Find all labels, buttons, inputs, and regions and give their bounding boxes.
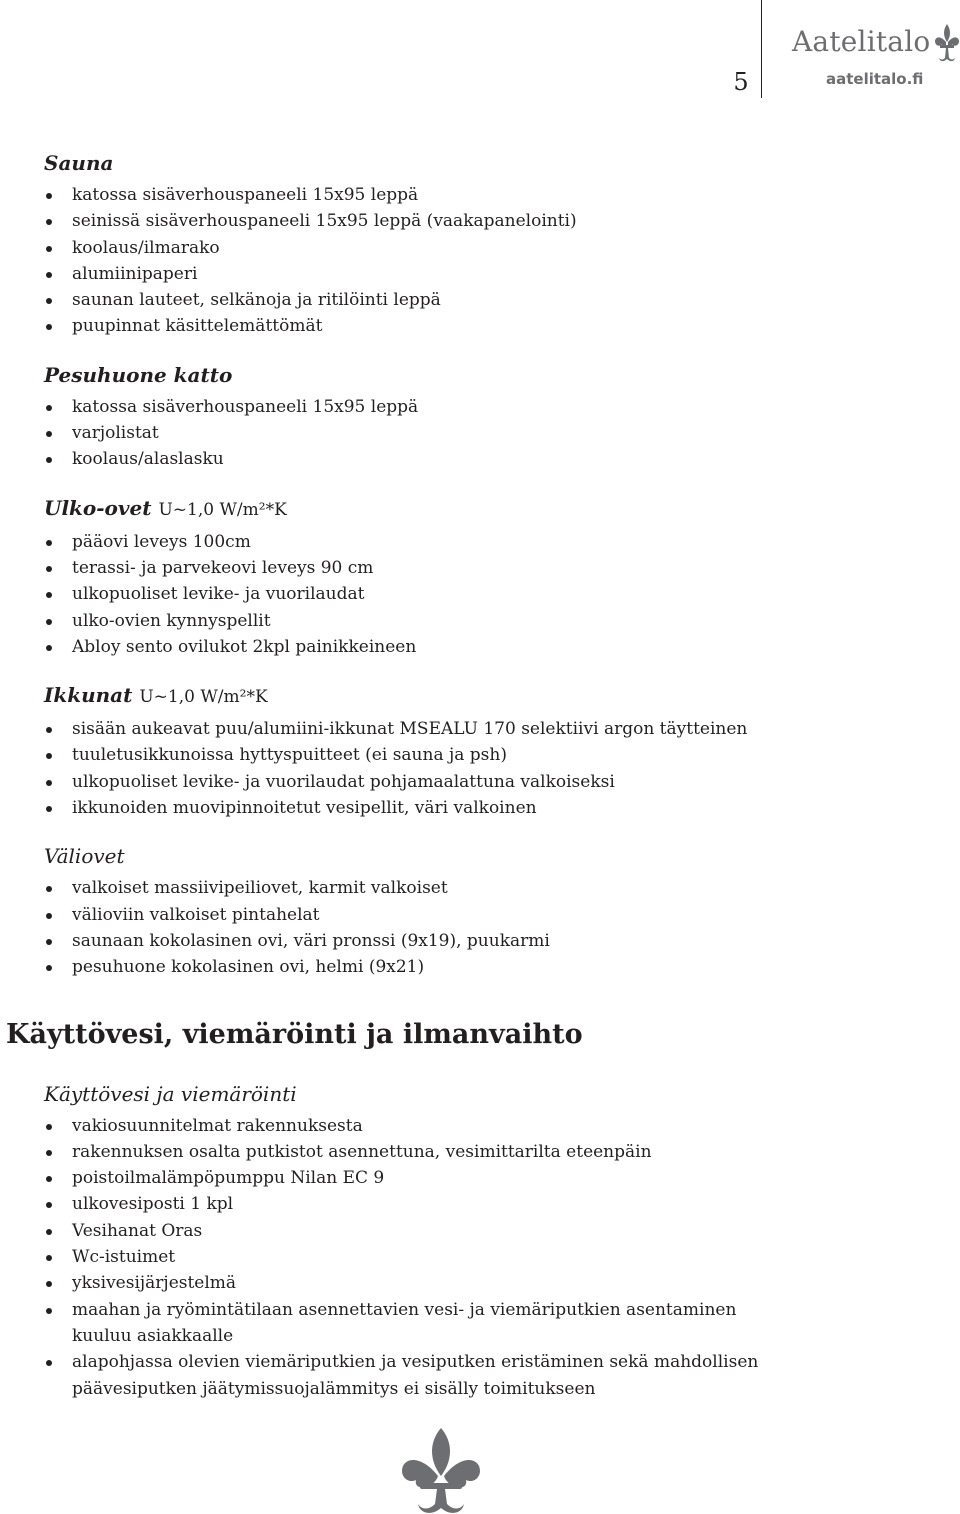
list-item: alumiinipaperi [0, 261, 960, 287]
list-item: varjolistat [0, 420, 960, 446]
list-item: pääovi leveys 100cm [0, 529, 960, 555]
main-heading: Käyttövesi, viemäröinti ja ilmanvaihto [6, 1018, 583, 1050]
list-item: katossa sisäverhouspaneeli 15x95 leppä [0, 182, 960, 208]
list-item: saunan lauteet, selkänoja ja ritilöinti leppä [0, 287, 960, 313]
section-title-text: Ulko-ovet [44, 495, 152, 520]
section-title-ikkunat [44, 680, 960, 712]
list-item: pesuhuone kokolasinen ovi, helmi (9x21) [0, 954, 960, 980]
list-item: rakennuksen osalta putkistot asennettuna, vesimittarilta eteenpäin [0, 1139, 960, 1165]
list-item: Wc-istuimet [0, 1244, 960, 1270]
list-item: ulkopuoliset levike- ja vuorilaudat pohjamaalattuna valkoiseksi [0, 769, 960, 795]
list-sauna [0, 182, 960, 340]
list-item: Abloy sento ovilukot 2kpl painikkeineen [0, 634, 960, 660]
section-title-text: Ikkunat [44, 683, 133, 708]
brand-logo [792, 22, 960, 94]
list-item: ulkovesiposti 1 kpl [0, 1191, 960, 1217]
list-item: valkoiset massiivipeiliovet, karmit valkoiset [0, 875, 960, 901]
list-item: Vesihanat Oras [0, 1218, 960, 1244]
u-value: U~1,0 W/m²*K [158, 499, 287, 520]
list-item: sisään aukeavat puu/alumiini-ikkunat MSEALU 170 selektiivi argon täytteinen [0, 716, 960, 742]
fleur-de-lis-icon [935, 24, 959, 62]
fleur-de-lis-icon [402, 1428, 480, 1514]
header-divider [761, 0, 762, 98]
section-title-ulko-ovet [44, 493, 960, 525]
list-kayttovesi [0, 1113, 960, 1402]
list-item: alapohjassa olevien viemäriputkien ja vesiputken eristäminen sekä mahdollisen päävesiputken jäätymissuojalämmitys ei sisälly toimitukseen [0, 1349, 960, 1402]
list-item: koolaus/ilmarako [0, 235, 960, 261]
section-title-kayttovesi: Käyttövesi ja viemäröinti [44, 1081, 297, 1106]
list-item: välioviin valkoiset pintahelat [0, 902, 960, 928]
list-item: terassi- ja parvekeovi leveys 90 cm [0, 555, 960, 581]
list-valiovet [0, 875, 960, 980]
list-ulko-ovet [0, 529, 960, 660]
section-title-pesuhuone: Pesuhuone katto [44, 362, 233, 387]
list-item: koolaus/alaslasku [0, 446, 960, 472]
section-title-sauna: Sauna [44, 151, 114, 175]
list-ikkunat [0, 716, 960, 821]
list-pesuhuone [0, 394, 960, 473]
list-item: vakiosuunnitelmat rakennuksesta [0, 1113, 960, 1139]
list-item: tuuletusikkunoissa hyttyspuitteet (ei sauna ja psh) [0, 742, 960, 768]
logo-url: aatelitalo.fi [826, 70, 924, 88]
u-value: U~1,0 W/m²*K [139, 687, 268, 708]
logo-name: Aatelitalo [792, 25, 931, 58]
list-item: maahan ja ryömintätilaan asennettavien vesi- ja viemäriputkien asentaminen kuuluu asiakkaalle [0, 1297, 960, 1350]
list-item: saunaan kokolasinen ovi, väri pronssi (9x19), puukarmi [0, 928, 960, 954]
list-item: ulkopuoliset levike- ja vuorilaudat [0, 581, 960, 607]
list-item: poistoilmalämpöpumppu Nilan EC 9 [0, 1165, 960, 1191]
spec-content [0, 148, 960, 1422]
list-item: puupinnat käsittelemättömät [0, 313, 960, 339]
page-number: 5 [733, 68, 749, 96]
list-item: ikkunoiden muovipinnoitetut vesipellit, väri valkoinen [0, 795, 960, 821]
list-item: seinissä sisäverhouspaneeli 15x95 leppä (vaakapanelointi) [0, 208, 960, 234]
list-item: katossa sisäverhouspaneeli 15x95 leppä [0, 394, 960, 420]
list-item: ulko-ovien kynnyspellit [0, 608, 960, 634]
section-title-valiovet: Väliovet [44, 844, 125, 869]
list-item: yksivesijärjestelmä [0, 1270, 960, 1296]
